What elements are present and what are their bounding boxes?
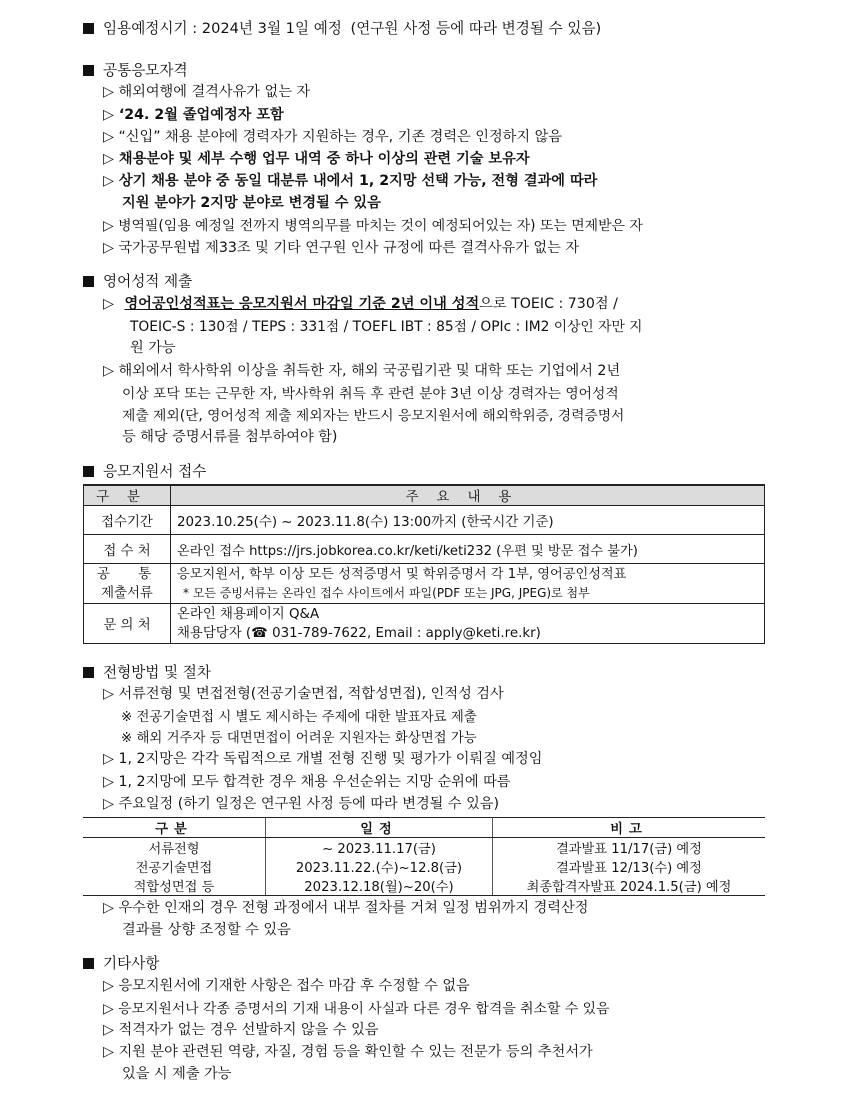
triangle-bullet-icon: ▷ bbox=[103, 173, 114, 189]
table-value-line: 응모지원서, 학부 이상 모든 성적증명서 및 학위증명서 각 1부, 영어공인성적표 bbox=[177, 566, 627, 582]
triangle-bullet-icon: ▷ bbox=[103, 900, 114, 916]
square-bullet-icon bbox=[83, 276, 94, 287]
triangle-bullet-icon: ▷ bbox=[103, 774, 114, 790]
list-item-continuation: TOEIC-S : 130점 / TEPS : 331점 / TOEFL IBT : 85점 / OPIc : IM2 이상인 자만 지 bbox=[130, 319, 643, 335]
english-title: 영어성적 제출 bbox=[103, 273, 193, 290]
process-title: 전형방법 및 절차 bbox=[103, 664, 211, 681]
period-heading bbox=[83, 17, 601, 38]
list-item bbox=[103, 237, 579, 257]
list-item-text: 채용분야 및 세부 수행 업무 내역 중 하나 이상의 관련 기술 보유자 bbox=[118, 151, 530, 167]
list-item-text: 적격자가 없는 경우 선발하지 않을 수 있음 bbox=[118, 1022, 379, 1038]
table-value-note: * 모든 증빙서류는 온라인 접수 사이트에서 파일(PDF 또는 JPG, JPEG)로 첨부 bbox=[183, 585, 590, 600]
list-item-continuation: 이상 포닥 또는 근무한 자, 박사학위 취득 후 관련 분야 3년 이상 경력자는 영어성적 bbox=[122, 386, 619, 402]
table-key-line: 제출서류 bbox=[101, 585, 153, 601]
table-header-row bbox=[83, 818, 765, 838]
table-row bbox=[83, 857, 765, 876]
table-header-cell: 비고 bbox=[493, 818, 766, 838]
process-heading bbox=[83, 661, 211, 682]
list-item-text: 우수한 인재의 경우 전형 과정에서 내부 절차를 거쳐 일정 범위까지 경력산정 bbox=[118, 900, 589, 916]
list-item-text: 응모지원서나 각종 증명서의 기재 내용이 사실과 다른 경우 합격을 취소할 수 있음 bbox=[118, 1001, 610, 1017]
table-value-cell: 온라인 접수 https://jrs.jobkorea.co.kr/keti/keti232 (우편 및 방문 접수 불가) bbox=[171, 535, 765, 564]
list-item-continuation: 원 가능 bbox=[130, 340, 176, 356]
table-row bbox=[84, 506, 765, 535]
list-item-continuation bbox=[122, 192, 381, 212]
table-header-cell: 구분 bbox=[84, 485, 171, 506]
table-header-row bbox=[84, 485, 765, 506]
table-key-cell: 접 수 처 bbox=[84, 535, 171, 564]
table-cell: 결과발표 11/17(금) 예정 bbox=[493, 838, 766, 858]
schedule-table bbox=[83, 817, 765, 896]
etc-title: 기타사항 bbox=[103, 955, 160, 972]
process-note: ※ 해외 거주자 등 대면면접이 어려운 지원자는 화상면접 가능 bbox=[121, 731, 477, 746]
list-item bbox=[103, 360, 620, 380]
list-item-text: 주요일정 (하기 일정은 연구원 사정 등에 따라 변경될 수 있음) bbox=[118, 796, 500, 812]
application-heading bbox=[83, 460, 206, 481]
triangle-bullet-icon: ▷ bbox=[103, 363, 114, 379]
table-value-cell bbox=[171, 564, 765, 604]
list-item-text: 서류전형 및 면접전형(전공기술면접, 적합성면접), 인적성 검사 bbox=[118, 686, 504, 702]
application-table bbox=[83, 484, 765, 644]
list-item bbox=[103, 771, 511, 791]
list-item-text: “신입” 채용 분야에 경력자가 지원하는 경우, 기존 경력은 인정하지 않음 bbox=[118, 129, 562, 145]
table-cell: 최종합격자발표 2024.1.5(금) 예정 bbox=[493, 876, 766, 896]
list-item bbox=[103, 148, 530, 168]
table-header-cell: 주요내용 bbox=[171, 485, 765, 506]
list-item bbox=[103, 126, 562, 146]
table-value-line: 온라인 채용페이지 Q&A bbox=[177, 606, 320, 622]
square-bullet-icon bbox=[83, 466, 94, 477]
table-cell: 전공기술면접 bbox=[83, 857, 266, 876]
list-item-text: 병역필(임용 예정일 전까지 병역의무를 마치는 것이 예정되어있는 자) 또는 면제받은 자 bbox=[118, 218, 643, 234]
list-item-text: 1, 2지망에 모두 합격한 경우 채용 우선순위는 지망 순위에 따름 bbox=[118, 774, 511, 790]
table-row bbox=[84, 604, 765, 644]
table-row bbox=[83, 876, 765, 896]
triangle-bullet-icon: ▷ bbox=[103, 107, 114, 123]
triangle-bullet-icon: ▷ bbox=[103, 1001, 114, 1017]
list-item bbox=[103, 104, 284, 124]
square-bullet-icon bbox=[83, 23, 94, 34]
table-cell: 적합성면접 등 bbox=[83, 876, 266, 896]
triangle-bullet-icon: ▷ bbox=[103, 151, 114, 167]
period-title: 임용예정시기 : 2024년 3월 1일 예정 bbox=[103, 20, 342, 37]
table-row bbox=[83, 838, 765, 858]
list-item-text: 국가공무원법 제33조 및 기타 연구원 인사 규정에 따른 결격사유가 없는 자 bbox=[118, 240, 580, 256]
table-key-line: 공 통 bbox=[96, 566, 164, 582]
list-item-text: 해외여행에 결격사유가 없는 자 bbox=[118, 84, 311, 100]
list-item bbox=[103, 793, 499, 813]
table-header-cell: 일정 bbox=[266, 818, 493, 838]
list-item-text: 해외에서 학사학위 이상을 취득한 자, 해외 국공립기관 및 대학 또는 기업에서 2년 bbox=[118, 363, 621, 379]
list-item bbox=[103, 1041, 593, 1061]
table-cell: 2023.12.18(월)~20(수) bbox=[266, 876, 493, 896]
table-cell: 서류전형 bbox=[83, 838, 266, 858]
triangle-bullet-icon: ▷ bbox=[103, 84, 114, 100]
list-item bbox=[103, 214, 643, 234]
list-item-continuation: 있을 시 제출 가능 bbox=[122, 1066, 232, 1082]
triangle-bullet-icon: ▷ bbox=[103, 978, 114, 994]
list-item bbox=[103, 293, 618, 313]
common-title: 공통응모자격 bbox=[103, 62, 188, 79]
list-item bbox=[103, 683, 504, 703]
period-note: (연구원 사정 등에 따라 변경될 수 있음) bbox=[350, 20, 602, 37]
list-item bbox=[103, 997, 610, 1017]
table-cell: 결과발표 12/13(수) 예정 bbox=[493, 857, 766, 876]
table-cell: 2023.11.22.(수)~12.8(금) bbox=[266, 857, 493, 876]
list-item bbox=[103, 170, 597, 190]
list-item-continuation: 결과를 상향 조정할 수 있음 bbox=[122, 922, 291, 938]
triangle-bullet-icon: ▷ bbox=[103, 296, 114, 312]
triangle-bullet-icon: ▷ bbox=[103, 240, 114, 256]
common-heading bbox=[83, 59, 188, 80]
square-bullet-icon bbox=[83, 65, 94, 76]
english-requirement-text: 으로 TOEIC : 730점 / bbox=[479, 296, 618, 312]
process-note: ※ 전공기술면접 시 별도 제시하는 주제에 대한 발표자료 제출 bbox=[121, 710, 477, 725]
square-bullet-icon bbox=[83, 667, 94, 678]
list-item-text: 지원 분야가 2지망 분야로 변경될 수 있음 bbox=[122, 195, 381, 211]
english-requirement-emphasis: 영어공인성적표는 응모지원서 마감일 기준 2년 이내 성적 bbox=[124, 296, 480, 312]
list-item-text: 응모지원서에 기재한 사항은 접수 마감 후 수정할 수 없음 bbox=[118, 978, 470, 994]
list-item bbox=[103, 975, 470, 995]
list-item-text: 1, 2지망은 각각 독립적으로 개별 전형 진행 및 평가가 이뤄질 예정임 bbox=[118, 751, 543, 767]
list-item-text: 지원 분야 관련된 역량, 자질, 경험 등을 확인할 수 있는 전문가 등의 추천서가 bbox=[118, 1044, 593, 1060]
table-key-cell: 접수기간 bbox=[84, 506, 171, 535]
list-item-text: ‘24. 2월 졸업예정자 포함 bbox=[118, 107, 284, 123]
triangle-bullet-icon: ▷ bbox=[103, 1044, 114, 1060]
list-item-continuation: 제출 제외(단, 영어성적 제출 제외자는 반드시 응모지원서에 해외학위증, 경력증명서 bbox=[122, 408, 625, 424]
list-item bbox=[103, 1019, 379, 1039]
table-row bbox=[84, 535, 765, 564]
triangle-bullet-icon: ▷ bbox=[103, 1022, 114, 1038]
table-value-note: 채용담당자 (☎ 031-789-7622, Email : apply@keti.re.kr) bbox=[177, 625, 541, 641]
list-item bbox=[103, 748, 542, 768]
list-item-continuation: 등 해당 증명서류를 첨부하여야 함) bbox=[122, 429, 338, 445]
square-bullet-icon bbox=[83, 958, 94, 969]
triangle-bullet-icon: ▷ bbox=[103, 796, 114, 812]
table-cell: ~ 2023.11.17(금) bbox=[266, 838, 493, 858]
list-item bbox=[103, 897, 588, 917]
etc-heading bbox=[83, 952, 159, 973]
table-value-cell: 2023.10.25(수) ~ 2023.11.8(수) 13:00까지 (한국시간 기준) bbox=[171, 506, 765, 535]
table-row bbox=[84, 564, 765, 604]
triangle-bullet-icon: ▷ bbox=[103, 129, 114, 145]
english-heading bbox=[83, 270, 192, 291]
triangle-bullet-icon: ▷ bbox=[103, 686, 114, 702]
triangle-bullet-icon: ▷ bbox=[103, 751, 114, 767]
list-item-text: 상기 채용 분야 중 동일 대분류 내에서 1, 2지망 선택 가능, 전형 결과에 따라 bbox=[118, 173, 598, 189]
application-title: 응모지원서 접수 bbox=[103, 463, 207, 480]
table-key-cell: 문 의 처 bbox=[84, 604, 171, 644]
table-key-cell bbox=[84, 564, 171, 604]
list-item bbox=[103, 81, 310, 101]
table-value-cell bbox=[171, 604, 765, 644]
table-header-cell: 구분 bbox=[83, 818, 266, 838]
triangle-bullet-icon: ▷ bbox=[103, 218, 114, 234]
